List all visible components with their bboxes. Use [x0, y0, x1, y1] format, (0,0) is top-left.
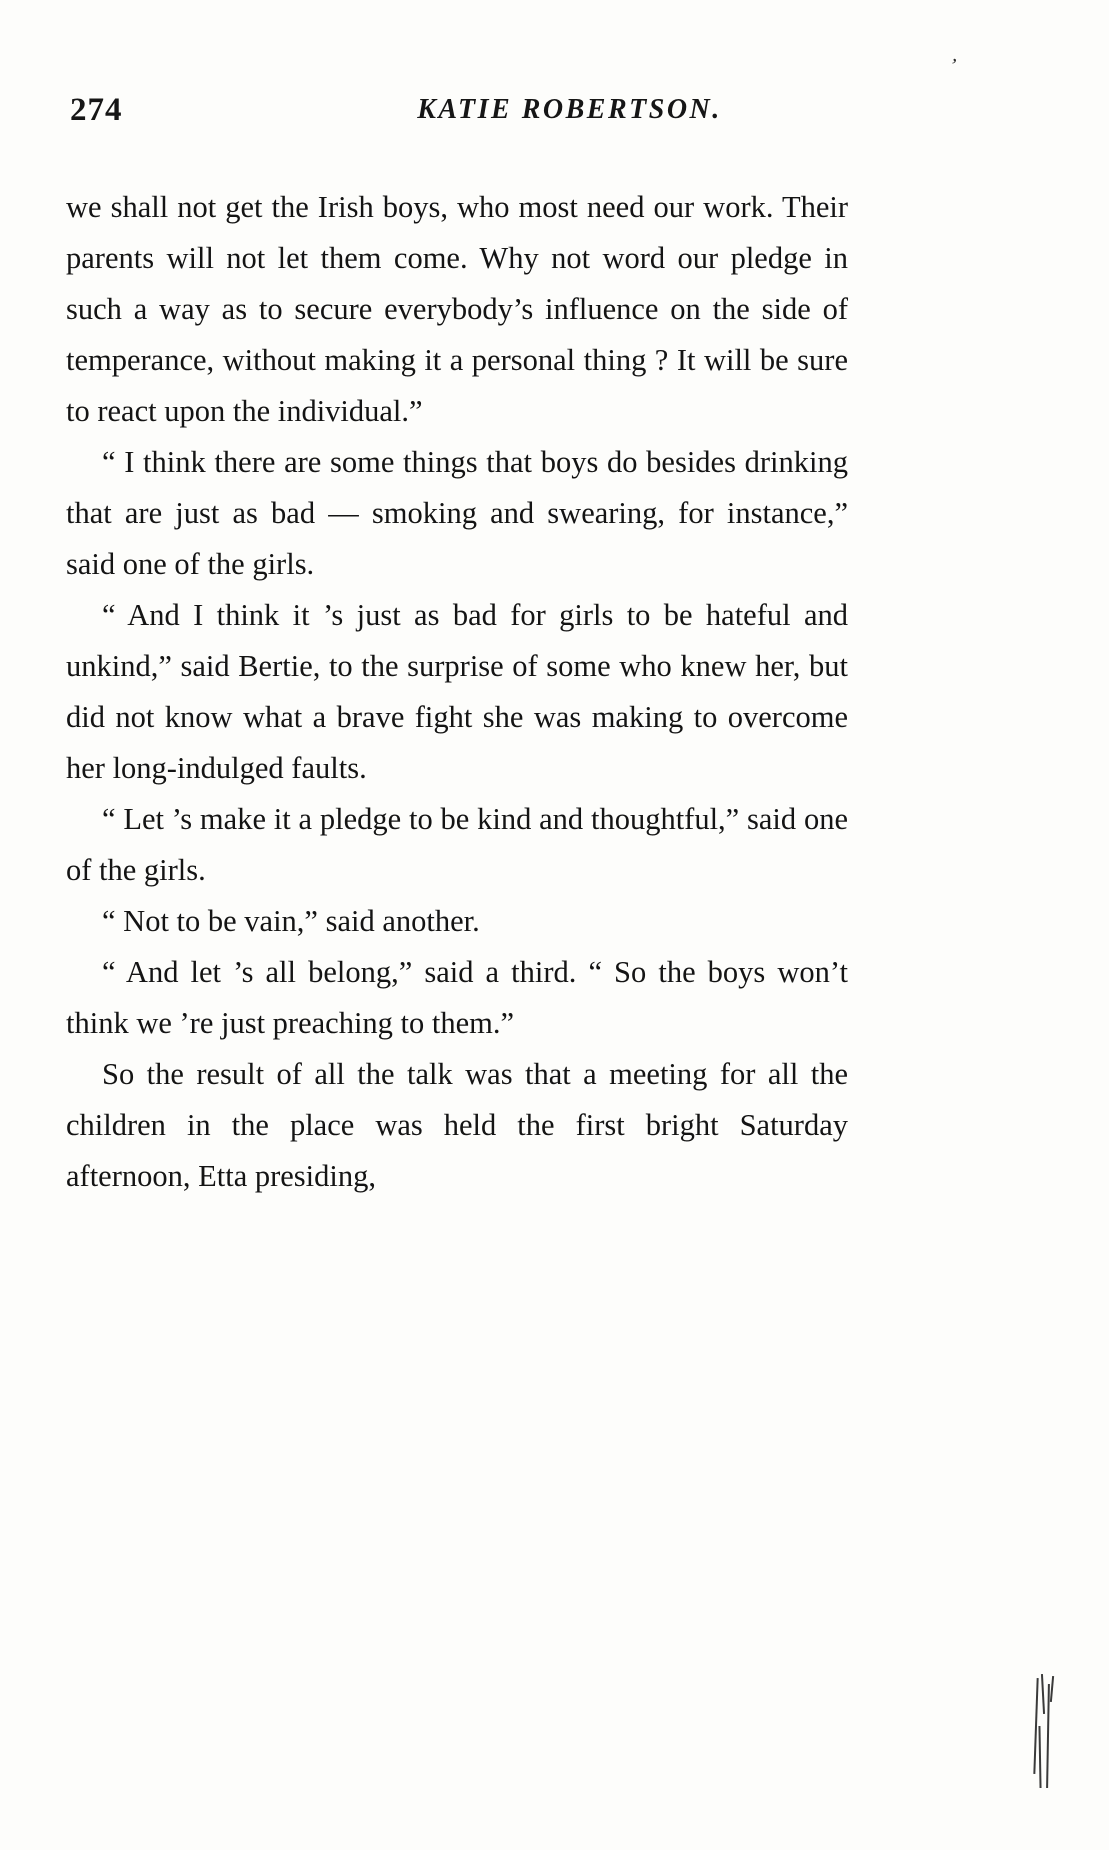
page-edge-marks — [1031, 1674, 1057, 1792]
body-text — [66, 182, 848, 1202]
paragraph: “ Let ’s make it a pledge to be kind and thoughtful,” said one of the girls. — [66, 802, 848, 887]
paragraph: “ And let ’s all belong,” said a third. “ So the boys won’t think we ’re just preaching to them.” — [66, 955, 848, 1040]
stray-ink-mark: ’ — [948, 54, 960, 78]
running-title: KATIE ROBERTSON. — [417, 94, 722, 125]
paragraph: “ Not to be vain,” said another. — [102, 904, 480, 938]
paragraph: “ I think there are some things that boys do besides drinking that are just as bad — smoking and swearing, for instance,” said one of the girls. — [66, 445, 848, 581]
page-number: 274 — [70, 92, 123, 128]
page-header — [60, 92, 1049, 138]
paragraph: “ And I think it ’s just as bad for girls to be hateful and unkind,” said Bertie, to the surprise of some who knew her, but did not know what a brave fight she was making to overcome her long-indulged faults. — [66, 598, 848, 785]
paragraph: So the result of all the talk was that a meeting for all the children in the place was held the first bright Saturday afternoon, Etta presiding, — [66, 1057, 848, 1193]
paragraph: we shall not get the Irish boys, who most need our work. Their parents will not let them come. Why not word our pledge in such a way as to secure everybody’s influence on the side of temperance, without making it a personal thing ? It will be sure to react upon the individual.” — [66, 190, 848, 428]
